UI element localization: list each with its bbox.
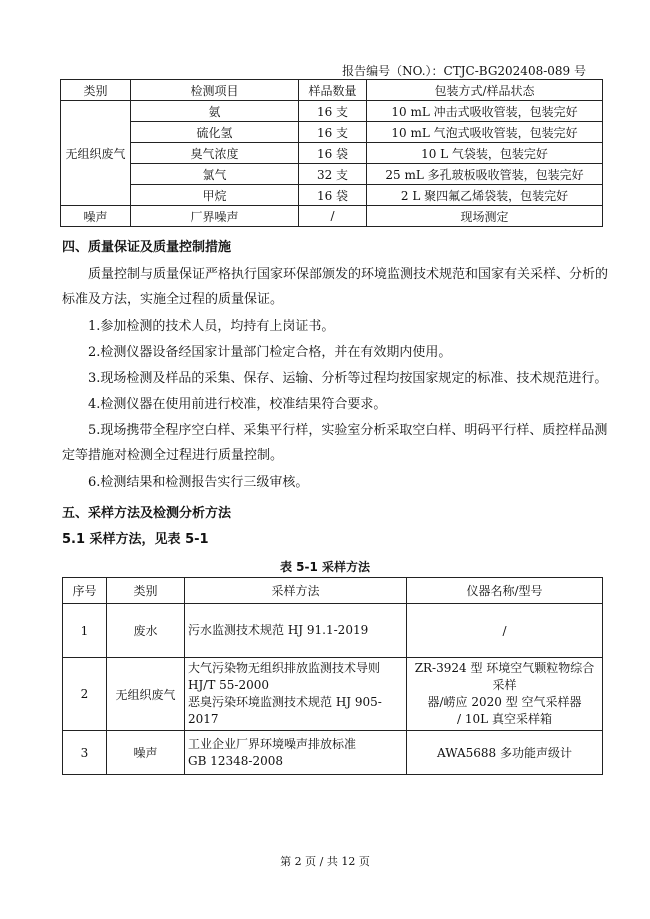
- table-cell: 10 mL 冲击式吸收管装，包装完好: [367, 101, 603, 122]
- instrument-cell: [407, 658, 603, 731]
- table-cell: 3: [63, 731, 107, 775]
- section-4-intro: 质量控制与质量保证严格执行国家环保部颁发的环境监测技术规范和国家有关采样、分析的标准及方法，实施全过程的质量保证。: [62, 267, 609, 307]
- method-line: 恶臭污染环境监测技术规范 HJ 905-2017: [188, 695, 382, 726]
- table-header-cell: 检测项目: [131, 80, 299, 101]
- table-row: [63, 731, 603, 775]
- instrument-line: AWA5688 多功能声级计: [437, 746, 572, 760]
- qc-item-3: 3.现场检测及样品的采集、保存、运输、分析等过程均按国家规定的标准、技术规范进行。: [88, 371, 608, 386]
- table-cell: 氨: [131, 101, 299, 122]
- section-4-heading: 四、质量保证及质量控制措施: [62, 240, 232, 255]
- table-header-cell: 类别: [61, 80, 131, 101]
- table-row: [61, 206, 603, 227]
- table-header-row: [63, 578, 603, 604]
- qc-item-5: 5.现场携带全程序空白样、采集平行样，实验室分析采取空白样、明码平行样、质控样品测定等措施对检测全过程进行质量控制。: [62, 423, 608, 463]
- table-cell: 1: [63, 604, 107, 658]
- table-cell: 2: [63, 658, 107, 731]
- table-header-row: [61, 80, 603, 101]
- table-row: [61, 101, 603, 122]
- table-5-1-caption: 表 5-1 采样方法: [279, 560, 371, 574]
- table-cell: 16 袋: [299, 143, 367, 164]
- table-cell: 噪声: [107, 731, 185, 775]
- table-cell: 16 支: [299, 122, 367, 143]
- table-header-cell: 仪器名称/型号: [407, 578, 603, 604]
- table-cell: 2 L 聚四氟乙烯袋装，包装完好: [367, 185, 603, 206]
- table-cell: 16 袋: [299, 185, 367, 206]
- table-header-cell: 样品数量: [299, 80, 367, 101]
- method-line: GB 12348-2008: [188, 753, 283, 768]
- table-cell: 16 支: [299, 101, 367, 122]
- table-header-cell: 类别: [107, 578, 185, 604]
- qc-item-2: 2.检测仪器设备经国家计量部门检定合格，并在有效期内使用。: [88, 345, 452, 360]
- table-cell: 废水: [107, 604, 185, 658]
- qc-item-4: 4.检测仪器在使用前进行校准，校准结果符合要求。: [88, 397, 387, 412]
- instrument-line: /: [502, 623, 507, 638]
- table-cell: 臭气浓度: [131, 143, 299, 164]
- table-header-cell: 序号: [63, 578, 107, 604]
- method-cell: [185, 658, 407, 731]
- sample-table: [60, 79, 603, 227]
- table-cell: 10 mL 气泡式吸收管装，包装完好: [367, 122, 603, 143]
- table-cell: 厂界噪声: [131, 206, 299, 227]
- method-line: 污水监测技术规范 HJ 91.1-2019: [188, 623, 369, 637]
- sampling-method-table: [62, 577, 603, 775]
- section-5-1-heading: 5.1 采样方法，见表 5-1: [62, 532, 209, 547]
- table-row: [63, 604, 603, 658]
- table-row: [61, 122, 603, 143]
- table-header-cell: 包装方式/样品状态: [367, 80, 603, 101]
- instrument-line: ZR-3924 型 环境空气颗粒物综合采样: [414, 661, 595, 692]
- method-line: 工业企业厂界环境噪声排放标准: [188, 736, 357, 751]
- section-5-heading: 五、采样方法及检测分析方法: [62, 506, 232, 521]
- page-footer: 第 2 页 / 共 12 页: [280, 855, 370, 868]
- instrument-cell: [407, 604, 603, 658]
- table-cell: 硫化氢: [131, 122, 299, 143]
- table-cell: /: [299, 206, 367, 227]
- instrument-line: / 10L 真空采样箱: [457, 712, 552, 726]
- instrument-line: 器/崂应 2020 型 空气采样器: [427, 695, 582, 709]
- table-cell: 32 支: [299, 164, 367, 185]
- table-cell: 无组织废气: [107, 658, 185, 731]
- table-cell: 噪声: [61, 206, 131, 227]
- qc-item-6: 6.检测结果和检测报告实行三级审核。: [88, 475, 309, 490]
- instrument-cell: [407, 731, 603, 775]
- report-number: 报告编号（NO.）：CTJC-BG202408-089 号: [342, 64, 586, 78]
- table-row: [61, 143, 603, 164]
- table-row: [61, 164, 603, 185]
- method-cell: [185, 604, 407, 658]
- table-row: [63, 658, 603, 731]
- method-cell: [185, 731, 407, 775]
- table-cell: 25 mL 多孔玻板吸收管装，包装完好: [367, 164, 603, 185]
- category-cell: 无组织废气: [61, 101, 131, 206]
- method-line: HJ/T 55-2000: [188, 678, 269, 692]
- table-cell: 氯气: [131, 164, 299, 185]
- table-header-cell: 采样方法: [185, 578, 407, 604]
- qc-item-1: 1.参加检测的技术人员，均持有上岗证书。: [88, 319, 335, 334]
- table-cell: 10 L 气袋装，包装完好: [367, 143, 603, 164]
- table-row: [61, 185, 603, 206]
- method-line: 大气污染物无组织排放监测技术导则: [188, 661, 381, 675]
- table-cell: 现场测定: [367, 206, 603, 227]
- table-cell: 甲烷: [131, 185, 299, 206]
